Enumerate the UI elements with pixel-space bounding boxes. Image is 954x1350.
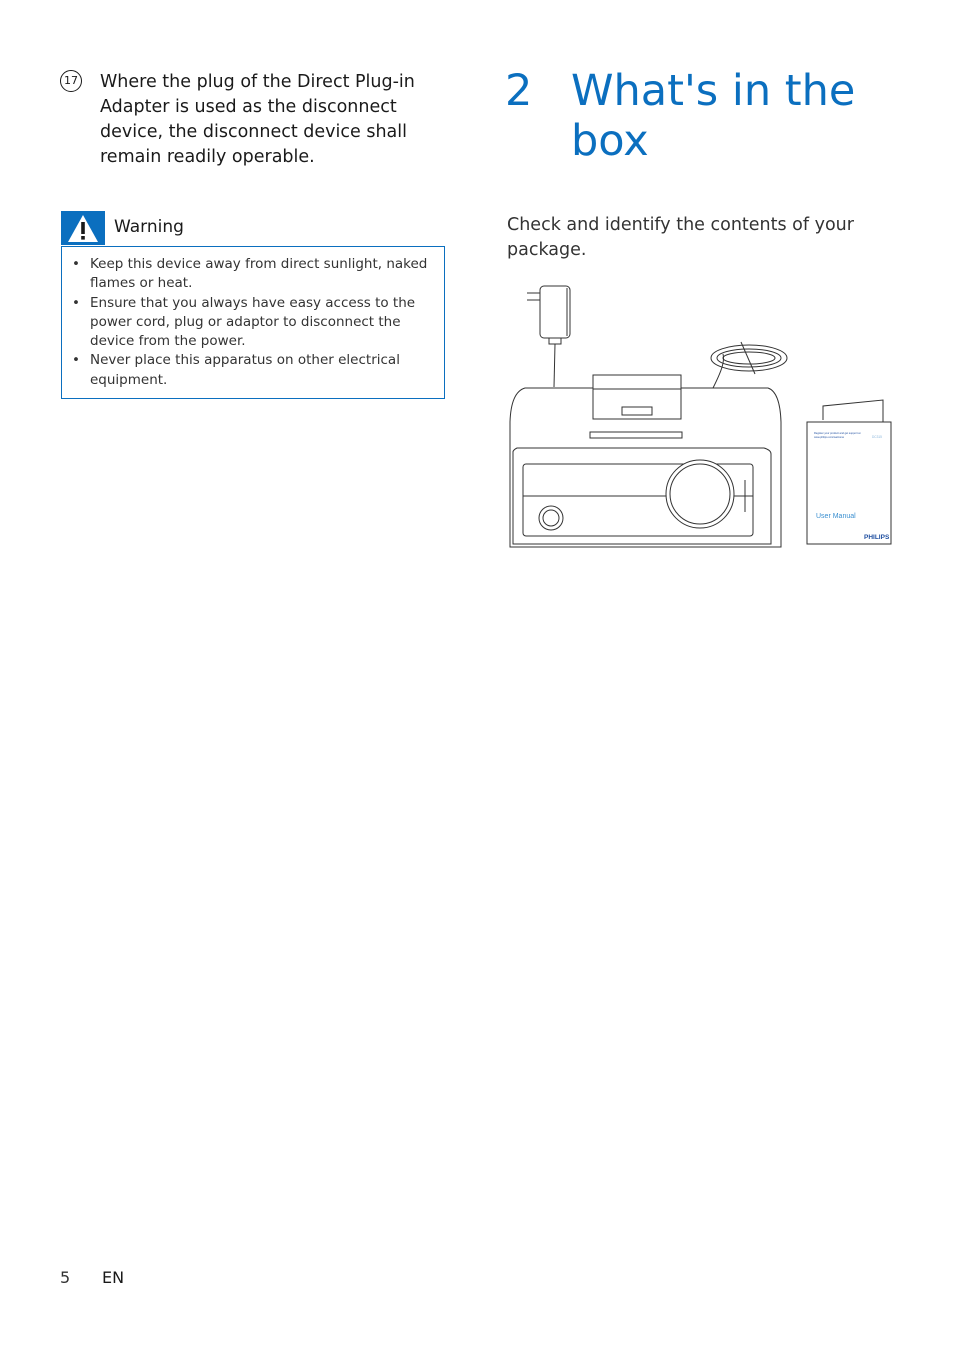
box-contents-illustration: [505, 282, 895, 550]
svg-text:Register your product and get: Register your product and get support at: [814, 432, 861, 435]
radio-dock-icon: [510, 375, 781, 547]
svg-text:User Manual: User Manual: [816, 513, 856, 520]
section-title: What's in the box: [571, 66, 856, 166]
section-intro: Check and identify the contents of your package.: [507, 215, 854, 260]
warning-list: [62, 247, 444, 390]
user-manual-icon: [807, 400, 891, 544]
warning-icon: [61, 211, 105, 245]
item-17-text: Where the plug of the Direct Plug-in Adapter is used as the disconnect device, the disconnect device shall remain readily operable.: [100, 72, 415, 167]
svg-text:DC315: DC315: [872, 435, 882, 439]
warning-list-item: • Keep this device away from direct sunlight, naked flames or heat.: [72, 256, 428, 292]
warning-title: Warning: [114, 217, 184, 237]
warning-list-item: • Ensure that you always have easy access to the power cord, plug or adaptor to disconnect the device from the power.: [72, 294, 416, 350]
section-number: 2: [505, 66, 533, 116]
language-code: EN: [102, 1268, 125, 1287]
warning-list-item: • Never place this apparatus on other electrical equipment.: [72, 352, 400, 388]
fm-antenna-icon: [711, 342, 787, 388]
item-number-badge: 17: [60, 70, 82, 92]
page-number: 5: [60, 1268, 71, 1287]
warning-box: [61, 246, 445, 399]
svg-text:PHILIPS: PHILIPS: [864, 534, 890, 541]
power-adapter-icon: [527, 286, 570, 387]
svg-text:www.philips.com/welcome: www.philips.com/welcome: [814, 436, 845, 439]
